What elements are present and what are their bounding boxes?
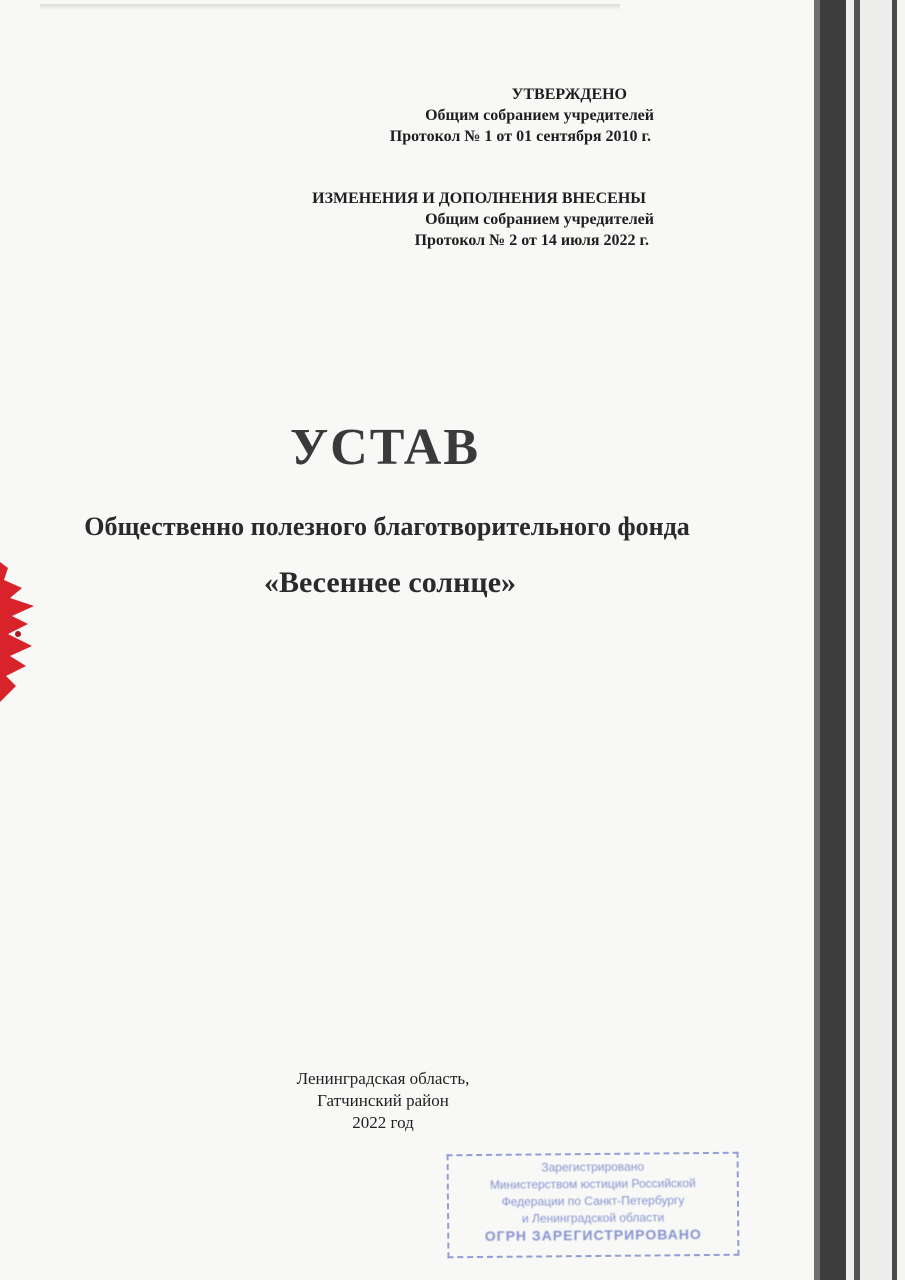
amendments-body: Общим собранием учредителей [425,211,654,228]
approval-block [390,84,654,147]
back-page-edge [860,0,892,1280]
registry-stamp-line: ОГРН ЗАРЕГИСТРИРОВАНО [484,1226,702,1244]
region-line: Ленинградская область, [296,1069,470,1088]
fund-name: «Весеннее солнце» [263,566,517,599]
district-line: Гатчинский район [317,1091,449,1110]
scan-edge-shadow [40,4,620,10]
document-subtitle: Общественно полезного благотворительного фонда [84,512,690,541]
amendments-block [312,188,654,251]
registry-stamp [447,1152,740,1259]
place-and-year [263,1068,503,1134]
amendments-heading: ИЗМЕНЕНИЯ И ДОПОЛНЕНИЯ ВНЕСЕНЫ [312,190,646,207]
amendments-protocol: Протокол № 2 от 14 июля 2022 г. [414,232,649,249]
scan-margin [897,0,905,1280]
year-line: 2022 год [352,1113,414,1132]
red-seal-edge-icon [0,562,36,702]
approval-protocol: Протокол № 1 от 01 сентября 2010 г. [389,128,651,145]
approval-body: Общим собранием учредителей [425,107,654,124]
seal-mark [15,631,21,637]
binder-spine [820,0,846,1280]
binder-gap [846,0,854,1280]
registry-stamp-line: Федерации по Санкт-Петербургу [501,1193,685,1209]
document-title: УСТАВ [290,419,481,476]
registry-stamp-line: Министерством юстиции Российской [489,1176,696,1192]
approval-heading: УТВЕРЖДЕНО [511,86,627,103]
registry-stamp-line: и Ленинградской области [521,1210,665,1226]
registry-stamp-line: Зарегистрировано [541,1159,645,1175]
